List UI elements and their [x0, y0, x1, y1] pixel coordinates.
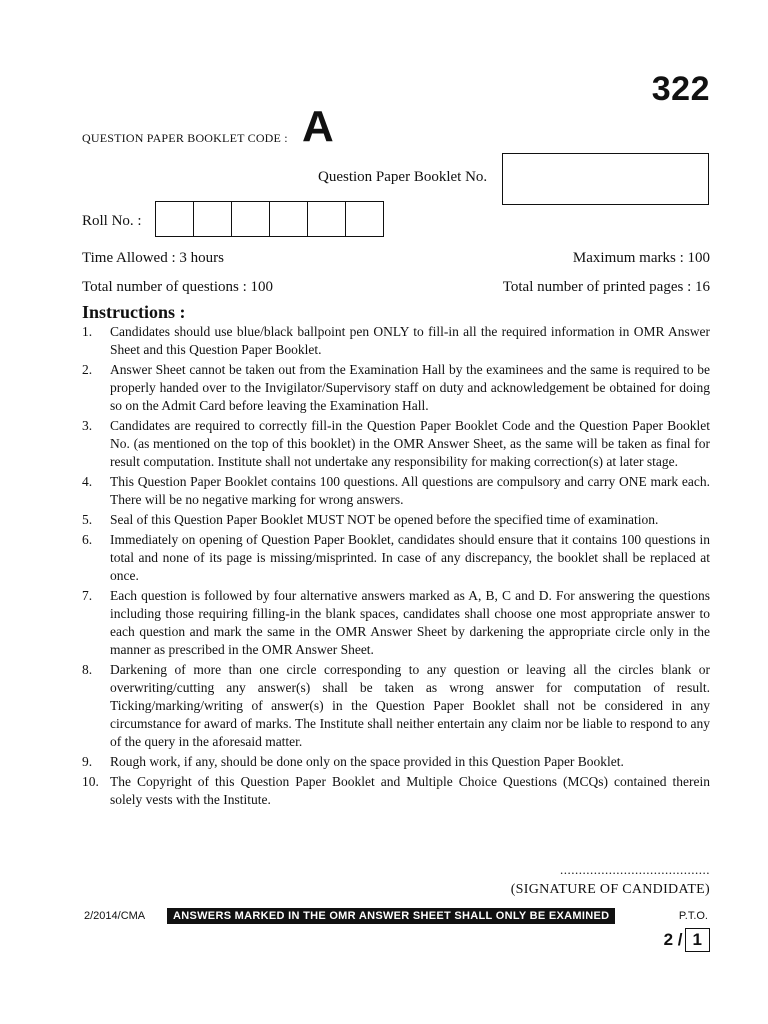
time-allowed: Time Allowed : 3 hours — [82, 250, 224, 266]
instruction-item — [82, 473, 710, 509]
instruction-item — [82, 587, 710, 659]
page-number — [664, 928, 710, 952]
instruction-item — [82, 661, 710, 751]
footer-reference: 2/2014/CMA — [84, 910, 146, 922]
roll-no-cell[interactable] — [345, 201, 384, 237]
instruction-text: Darkening of more than one circle corresponding to any question or leaving all the circles blank or overwriting/cutting any answer(s) shall be taken as wrong answer for computation of result. Ticking/marking/writing of answer(s) in the Question Paper Booklet shall not be considered in any circumstance for award of marks. The Institute shall neither entertain any claim nor be liable to respond to any of the query in the aforesaid matter. — [110, 662, 710, 749]
booklet-no-field[interactable] — [502, 153, 709, 205]
paper-code: 322 — [651, 70, 710, 108]
instruction-number: 7. — [82, 588, 93, 603]
instruction-text: This Question Paper Booklet contains 100 questions. All questions are compulsory and carry ONE mark each. There will be no negative marking for wrong answers. — [110, 474, 710, 507]
roll-no-cell[interactable] — [269, 201, 308, 237]
signature-line: ........................................ — [560, 862, 710, 877]
instructions-heading: Instructions : — [82, 302, 186, 322]
max-marks: Maximum marks : 100 — [572, 250, 710, 266]
booklet-code-label: QUESTION PAPER BOOKLET CODE : — [82, 131, 288, 145]
instruction-item — [82, 531, 710, 585]
instruction-number: 9. — [82, 754, 93, 769]
roll-no-cell[interactable] — [231, 201, 270, 237]
instruction-item — [82, 753, 710, 771]
footer-pto: P.T.O. — [678, 910, 708, 922]
instruction-item — [82, 773, 710, 809]
instruction-number: 3. — [82, 418, 93, 433]
instruction-number: 10. — [82, 774, 99, 789]
booklet-code-letter: A — [302, 102, 334, 151]
instruction-number: 5. — [82, 512, 93, 527]
instruction-number: 1. — [82, 324, 93, 339]
instruction-text: Candidates should use blue/black ballpoint pen ONLY to fill-in all the required information in OMR Answer Sheet and this Question Paper Booklet. — [110, 324, 710, 357]
instruction-text: The Copyright of this Question Paper Booklet and Multiple Choice Questions (MCQs) contained therein solely vests with the Institute. — [110, 774, 710, 807]
instruction-item — [82, 417, 710, 471]
roll-no-cell[interactable] — [193, 201, 232, 237]
instruction-item — [82, 511, 710, 529]
instruction-text: Immediately on opening of Question Paper Booklet, candidates should ensure that it contains 100 questions in total and none of its page is missing/misprinted. In case of any discrepancy, the booklet shall be replaced at once. — [110, 532, 710, 583]
roll-no-label: Roll No. : — [82, 213, 142, 229]
page-prefix: 2 / — [663, 930, 683, 949]
instruction-number: 8. — [82, 662, 93, 677]
instruction-text: Seal of this Question Paper Booklet MUST NOT be opened before the specified time of examination. — [110, 512, 659, 527]
roll-no-cell[interactable] — [155, 201, 194, 237]
total-questions: Total number of questions : 100 — [82, 279, 274, 295]
footer-banner: ANSWERS MARKED IN THE OMR ANSWER SHEET SHALL ONLY BE EXAMINED — [167, 908, 615, 924]
instruction-item — [82, 361, 710, 415]
instruction-text: Candidates are required to correctly fill-in the Question Paper Booklet Code and the Question Paper Booklet No. (as mentioned on the top of this booklet) in the OMR Answer Sheet, as the same will be taken as final for result computation. Institute shall not undertake any responsibility for making correction(s) at later stage. — [110, 418, 710, 469]
roll-no-boxes — [155, 201, 384, 237]
instruction-text: Answer Sheet cannot be taken out from the Examination Hall by the examinees and the same is required to be properly handed over to the Invigilator/Supervisory staff on duty and acknowledgement be obtained for doing so on the Admit Card before leaving the Examination Hall. — [110, 362, 710, 413]
instruction-item — [82, 323, 710, 359]
booklet-no-label: Question Paper Booklet No. — [318, 169, 488, 185]
instruction-text: Each question is followed by four alternative answers marked as A, B, C and D. For answering the questions including those requiring filling-in the blank spaces, candidates shall choose one most appropriate answer to each question and mark the same in the OMR Answer Sheet by darkening the appropriate circle only in the manner as prescribed in the OMR Answer Sheet. — [110, 588, 710, 657]
instruction-number: 6. — [82, 532, 93, 547]
instruction-number: 2. — [82, 362, 93, 377]
instruction-number: 4. — [82, 474, 93, 489]
total-pages: Total number of printed pages : 16 — [502, 279, 710, 295]
instruction-text: Rough work, if any, should be done only on the space provided in this Question Paper Booklet. — [110, 754, 624, 769]
page-box: 1 — [685, 928, 710, 952]
signature-label: (SIGNATURE OF CANDIDATE) — [510, 882, 710, 897]
instructions-list — [82, 323, 710, 811]
roll-no-cell[interactable] — [307, 201, 346, 237]
